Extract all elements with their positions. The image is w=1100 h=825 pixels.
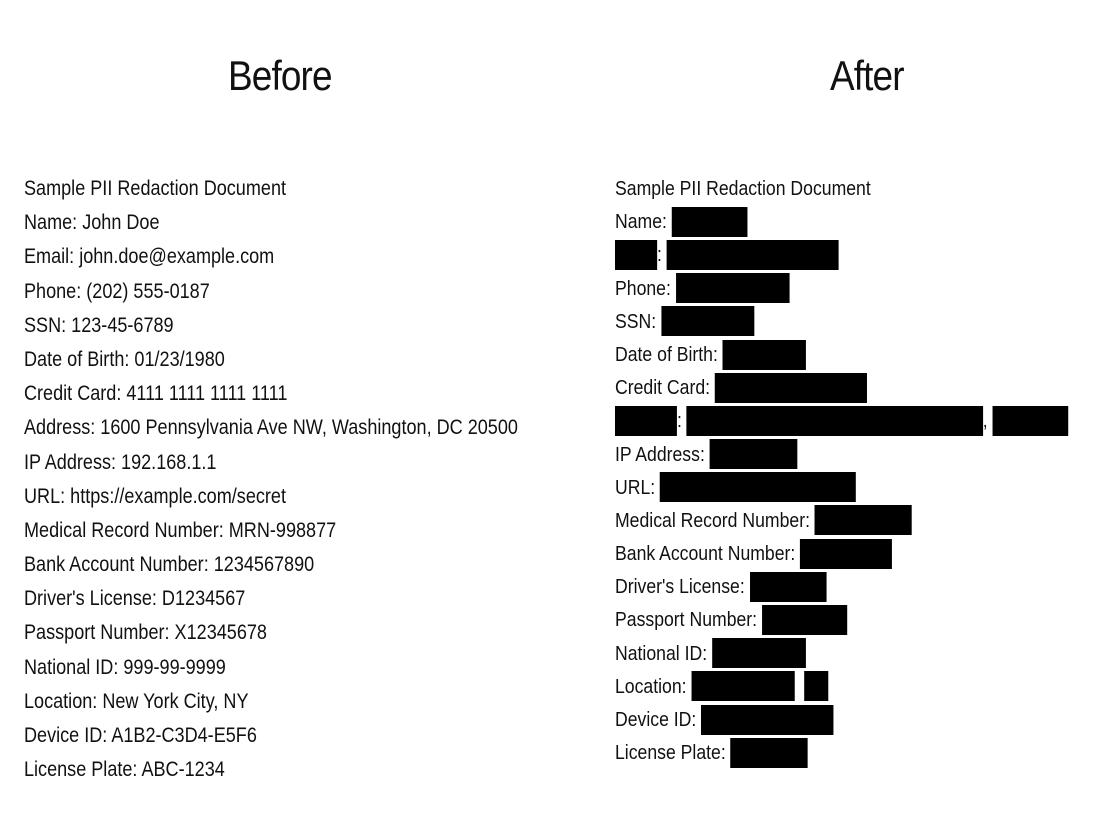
document-line: License Plate: ABC-1234 (24, 758, 225, 782)
redaction-bar (691, 671, 794, 701)
redacted-separator: , (982, 409, 988, 433)
redacted-line (615, 438, 1069, 471)
redacted-document (615, 172, 1100, 769)
redacted-line (615, 736, 1069, 769)
field-label: SSN: (615, 309, 657, 333)
field-label: Medical Record Number: (615, 508, 810, 532)
document-line: National ID: 999-99-9999 (24, 655, 226, 679)
redaction-bar (712, 638, 806, 668)
redaction-bar (710, 439, 798, 469)
document-line: Address: 1600 Pennsylvania Ave NW, Washington, DC 20500 (24, 416, 518, 440)
redaction-bar (723, 340, 806, 370)
field-label: Location: (615, 674, 687, 698)
document-line: IP Address: 192.168.1.1 (24, 450, 217, 474)
document-line: Name: John Doe (24, 211, 160, 235)
redaction-bar (660, 472, 856, 502)
field-label: License Plate: (615, 741, 726, 765)
field-label: Passport Number: (615, 608, 758, 632)
field-label: Credit Card: (615, 376, 711, 400)
before-heading: Before (228, 52, 332, 99)
document-line: Passport Number: X12345678 (24, 621, 267, 645)
document-line: Phone: (202) 555-0187 (24, 279, 210, 303)
redacted-document-title (615, 172, 1069, 205)
field-label: : (656, 243, 662, 267)
redaction-bar (993, 406, 1069, 436)
redacted-line (615, 205, 1069, 238)
redaction-bar (687, 406, 983, 436)
after-heading: After (830, 52, 904, 99)
redacted-line (615, 670, 1069, 703)
original-document (24, 172, 598, 787)
document-line: Email: john.doe@example.com (24, 245, 275, 269)
redaction-bar (815, 505, 912, 535)
redacted-line (615, 272, 1069, 305)
redacted-line (615, 703, 1069, 736)
redaction-bar (762, 605, 847, 635)
document-line: SSN: 123-45-6789 (24, 313, 174, 337)
redacted-line (615, 537, 1069, 570)
redaction-bar (731, 738, 808, 768)
field-label: URL: (615, 475, 656, 499)
field-label: Name: (615, 210, 667, 234)
field-label: IP Address: (615, 442, 705, 466)
document-line: Location: New York City, NY (24, 689, 249, 713)
document-line: Driver's License: D1234567 (24, 587, 246, 611)
redacted-line (615, 338, 1069, 371)
field-label: Device ID: (615, 708, 697, 731)
redaction-bar (715, 373, 867, 403)
redacted-line (615, 637, 1069, 670)
redacted-line (615, 603, 1069, 636)
redaction-bar (667, 240, 839, 270)
redacted-label-block (615, 406, 677, 436)
document-line: Medical Record Number: MRN-998877 (24, 518, 337, 542)
redacted-line (615, 570, 1069, 603)
field-label: Date of Birth: (615, 342, 718, 366)
redaction-bar (672, 207, 748, 237)
redaction-bar (800, 539, 892, 569)
redacted-label-block (615, 240, 657, 270)
redacted-line (615, 471, 1069, 504)
document-line: Credit Card: 4111 1111 1111 1111 (24, 382, 288, 406)
redacted-separator (794, 670, 799, 703)
field-label: Bank Account Number: (615, 542, 796, 566)
redaction-bar (750, 572, 827, 602)
document-line: Date of Birth: 01/23/1980 (24, 347, 225, 371)
document-line: URL: https://example.com/secret (24, 484, 286, 508)
redaction-bar (676, 273, 790, 303)
redacted-line (615, 371, 1069, 404)
redaction-bar (701, 705, 833, 735)
redacted-line (615, 238, 1069, 271)
redaction-bar (804, 671, 828, 701)
redacted-line (615, 305, 1069, 338)
field-label: Sample PII Redaction Document (615, 177, 871, 200)
redaction-bar (661, 306, 754, 336)
field-label: National ID: (615, 641, 708, 665)
redacted-line (615, 504, 1069, 537)
field-label: : (676, 409, 682, 433)
document-title: Sample PII Redaction Document (24, 177, 287, 200)
redacted-line (615, 404, 1069, 437)
document-line: Bank Account Number: 1234567890 (24, 553, 315, 577)
field-label: Driver's License: (615, 575, 745, 599)
document-line: Device ID: A1B2-C3D4-E5F6 (24, 724, 257, 747)
field-label: Phone: (615, 276, 671, 300)
